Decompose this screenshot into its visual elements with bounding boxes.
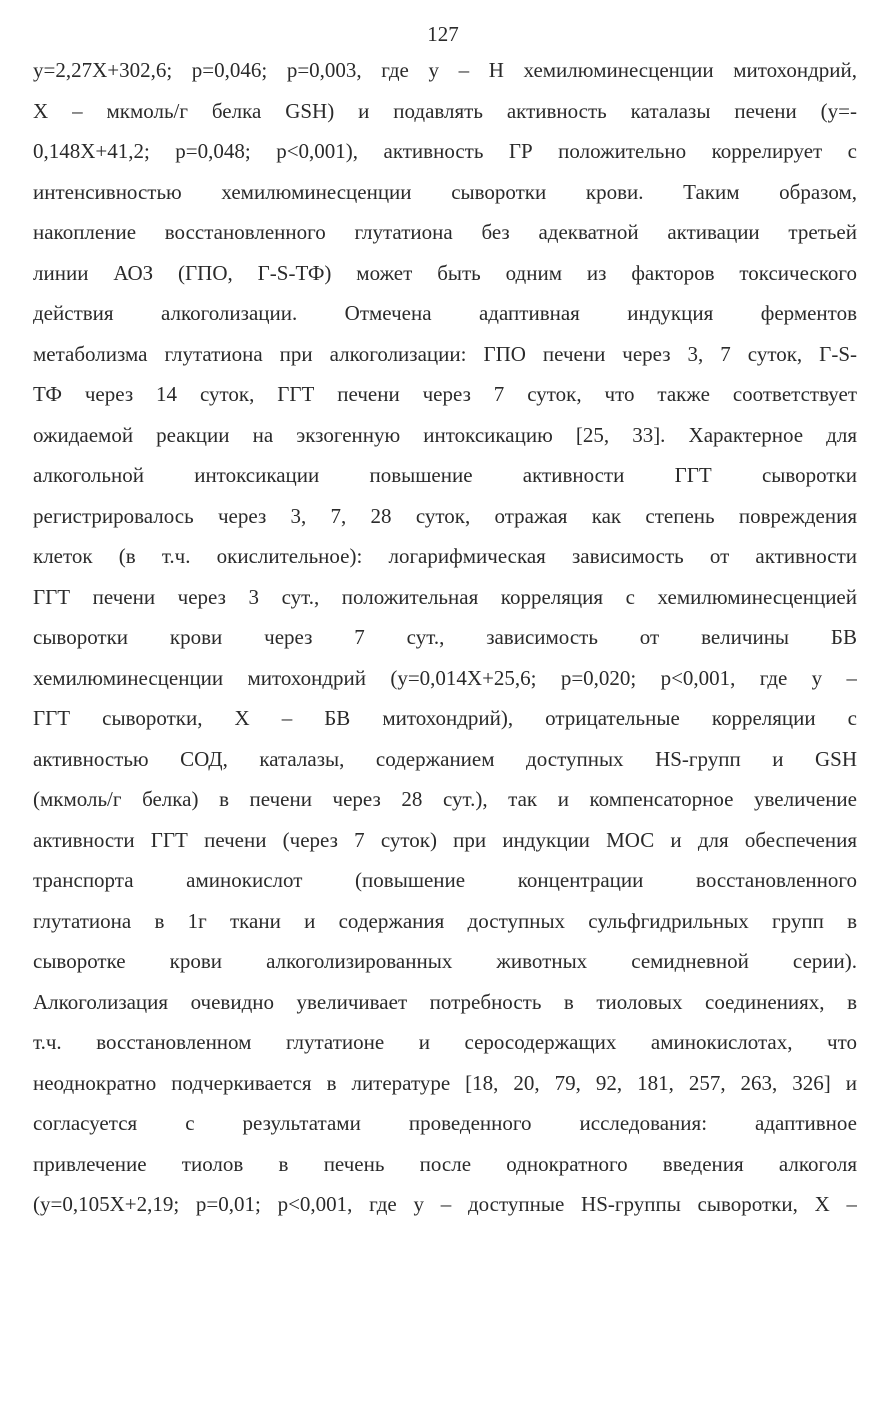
text-line: клеток (в т.ч. окислительное): логарифмическая зависимость от активности <box>33 544 857 568</box>
text-line: алкогольной интоксикации повышение активности ГГТ сыворотки <box>33 463 857 487</box>
text-line: активностью СОД, каталазы, содержанием доступных HS-групп и GSH <box>33 746 857 771</box>
text-line: действия алкоголизации. Отмечена адаптивная индукция ферментов <box>33 301 857 325</box>
text-line: (y=0,105X+2,19; p=0,01; p<0,001, где y – доступные HS-группы сыворотки, X – <box>33 1192 857 1216</box>
text-line: Алкоголизация очевидно увеличивает потребность в тиоловых соединениях, в <box>33 989 857 1014</box>
text-line: ГГТ печени через 3 сут., положительная корреляция с хемилюминесценцией <box>33 584 857 609</box>
text-line: X – мкмоль/г белка GSH) и подавлять активность каталазы печени (y=- <box>33 98 857 123</box>
text-line: т.ч. восстановленном глутатионе и серосодержащих аминокислотах, что <box>33 1030 857 1054</box>
text-line: накопление восстановленного глутатиона без адекватной активации третьей <box>33 220 857 244</box>
text-line: глутатиона в 1г ткани и содержания доступных сульфгидрильных групп в <box>33 908 857 933</box>
text-line: (мкмоль/г белка) в печени через 28 сут.), так и компенсаторное увеличение <box>33 787 857 811</box>
text-line: 0,148X+41,2; p=0,048; p<0,001), активность ГР положительно коррелирует с <box>33 139 857 163</box>
text-line: ТФ через 14 суток, ГГТ печени через 7 суток, что также соответствует <box>33 382 857 406</box>
text-line: ожидаемой реакции на экзогенную интоксикацию [25, 33]. Характерное для <box>33 422 857 447</box>
text-line: регистрировалось через 3, 7, 28 суток, отражая как степень повреждения <box>33 503 857 528</box>
text-line: сыворотки крови через 7 сут., зависимость от величины БВ <box>33 625 857 649</box>
text-line: транспорта аминокислот (повышение концентрации восстановленного <box>33 868 857 892</box>
text-line: интенсивностью хемилюминесценции сыворотки крови. Таким образом, <box>33 179 857 204</box>
text-line: y=2,27X+302,6; p=0,046; p=0,003, где y – H хемилюминесценции митохондрий, <box>33 58 857 82</box>
text-line: линии АОЗ (ГПО, Г-S-ТФ) может быть одним из факторов токсического <box>33 260 857 285</box>
text-line: ГГТ сыворотки, X – БВ митохондрий), отрицательные корреляции с <box>33 706 857 730</box>
text-line: неоднократно подчеркивается в литературе [18, 20, 79, 92, 181, 257, 263, 326] и <box>33 1070 857 1095</box>
text-line: сыворотке крови алкоголизированных животных семидневной серии). <box>33 949 857 973</box>
text-line: привлечение тиолов в печень после однократного введения алкоголя <box>33 1151 857 1176</box>
page-number: 127 <box>427 22 459 46</box>
text-line: согласуется с результатами проведенного исследования: адаптивное <box>33 1111 857 1135</box>
text-line: хемилюминесценции митохондрий (y=0,014X+25,6; p=0,020; p<0,001, где y – <box>33 665 857 690</box>
text-line: активности ГГТ печени (через 7 суток) при индукции МОС и для обеспечения <box>33 827 857 852</box>
text-line: метаболизма глутатиона при алкоголизации: ГПО печени через 3, 7 суток, Г-S- <box>33 341 857 366</box>
body-text <box>33 50 857 1225</box>
